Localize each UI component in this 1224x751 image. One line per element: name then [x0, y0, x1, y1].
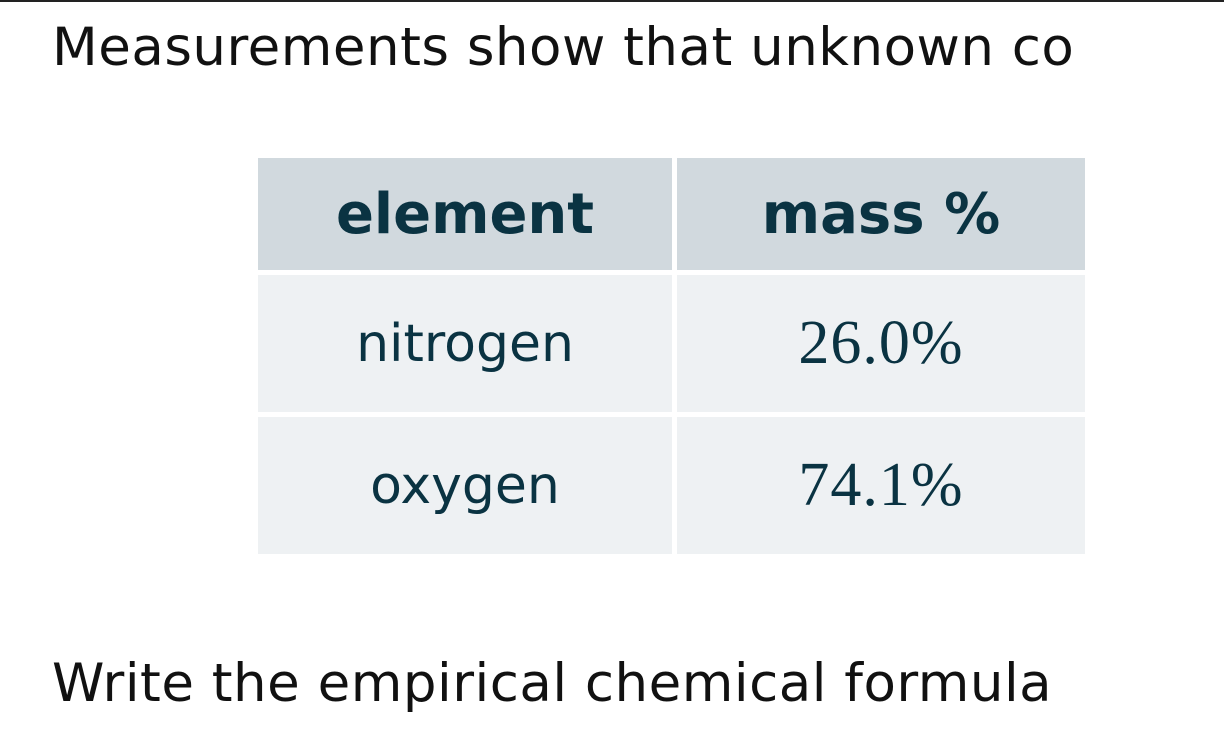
- header-mass-percent: mass %: [677, 158, 1085, 270]
- header-element: element: [258, 158, 672, 270]
- table-header-row: [258, 158, 1085, 270]
- table-row: [258, 417, 1085, 554]
- cell-element-name: nitrogen: [258, 275, 672, 412]
- cell-mass-percent: 74.1%: [677, 417, 1085, 554]
- question-intro-text: Measurements show that unknown co: [52, 17, 1075, 78]
- mass-percent-table: [253, 153, 1090, 559]
- cell-mass-percent: 26.0%: [677, 275, 1085, 412]
- table-row: [258, 275, 1085, 412]
- cell-element-name: oxygen: [258, 417, 672, 554]
- question-prompt-text: Write the empirical chemical formula: [52, 653, 1053, 714]
- top-divider: [0, 0, 1224, 2]
